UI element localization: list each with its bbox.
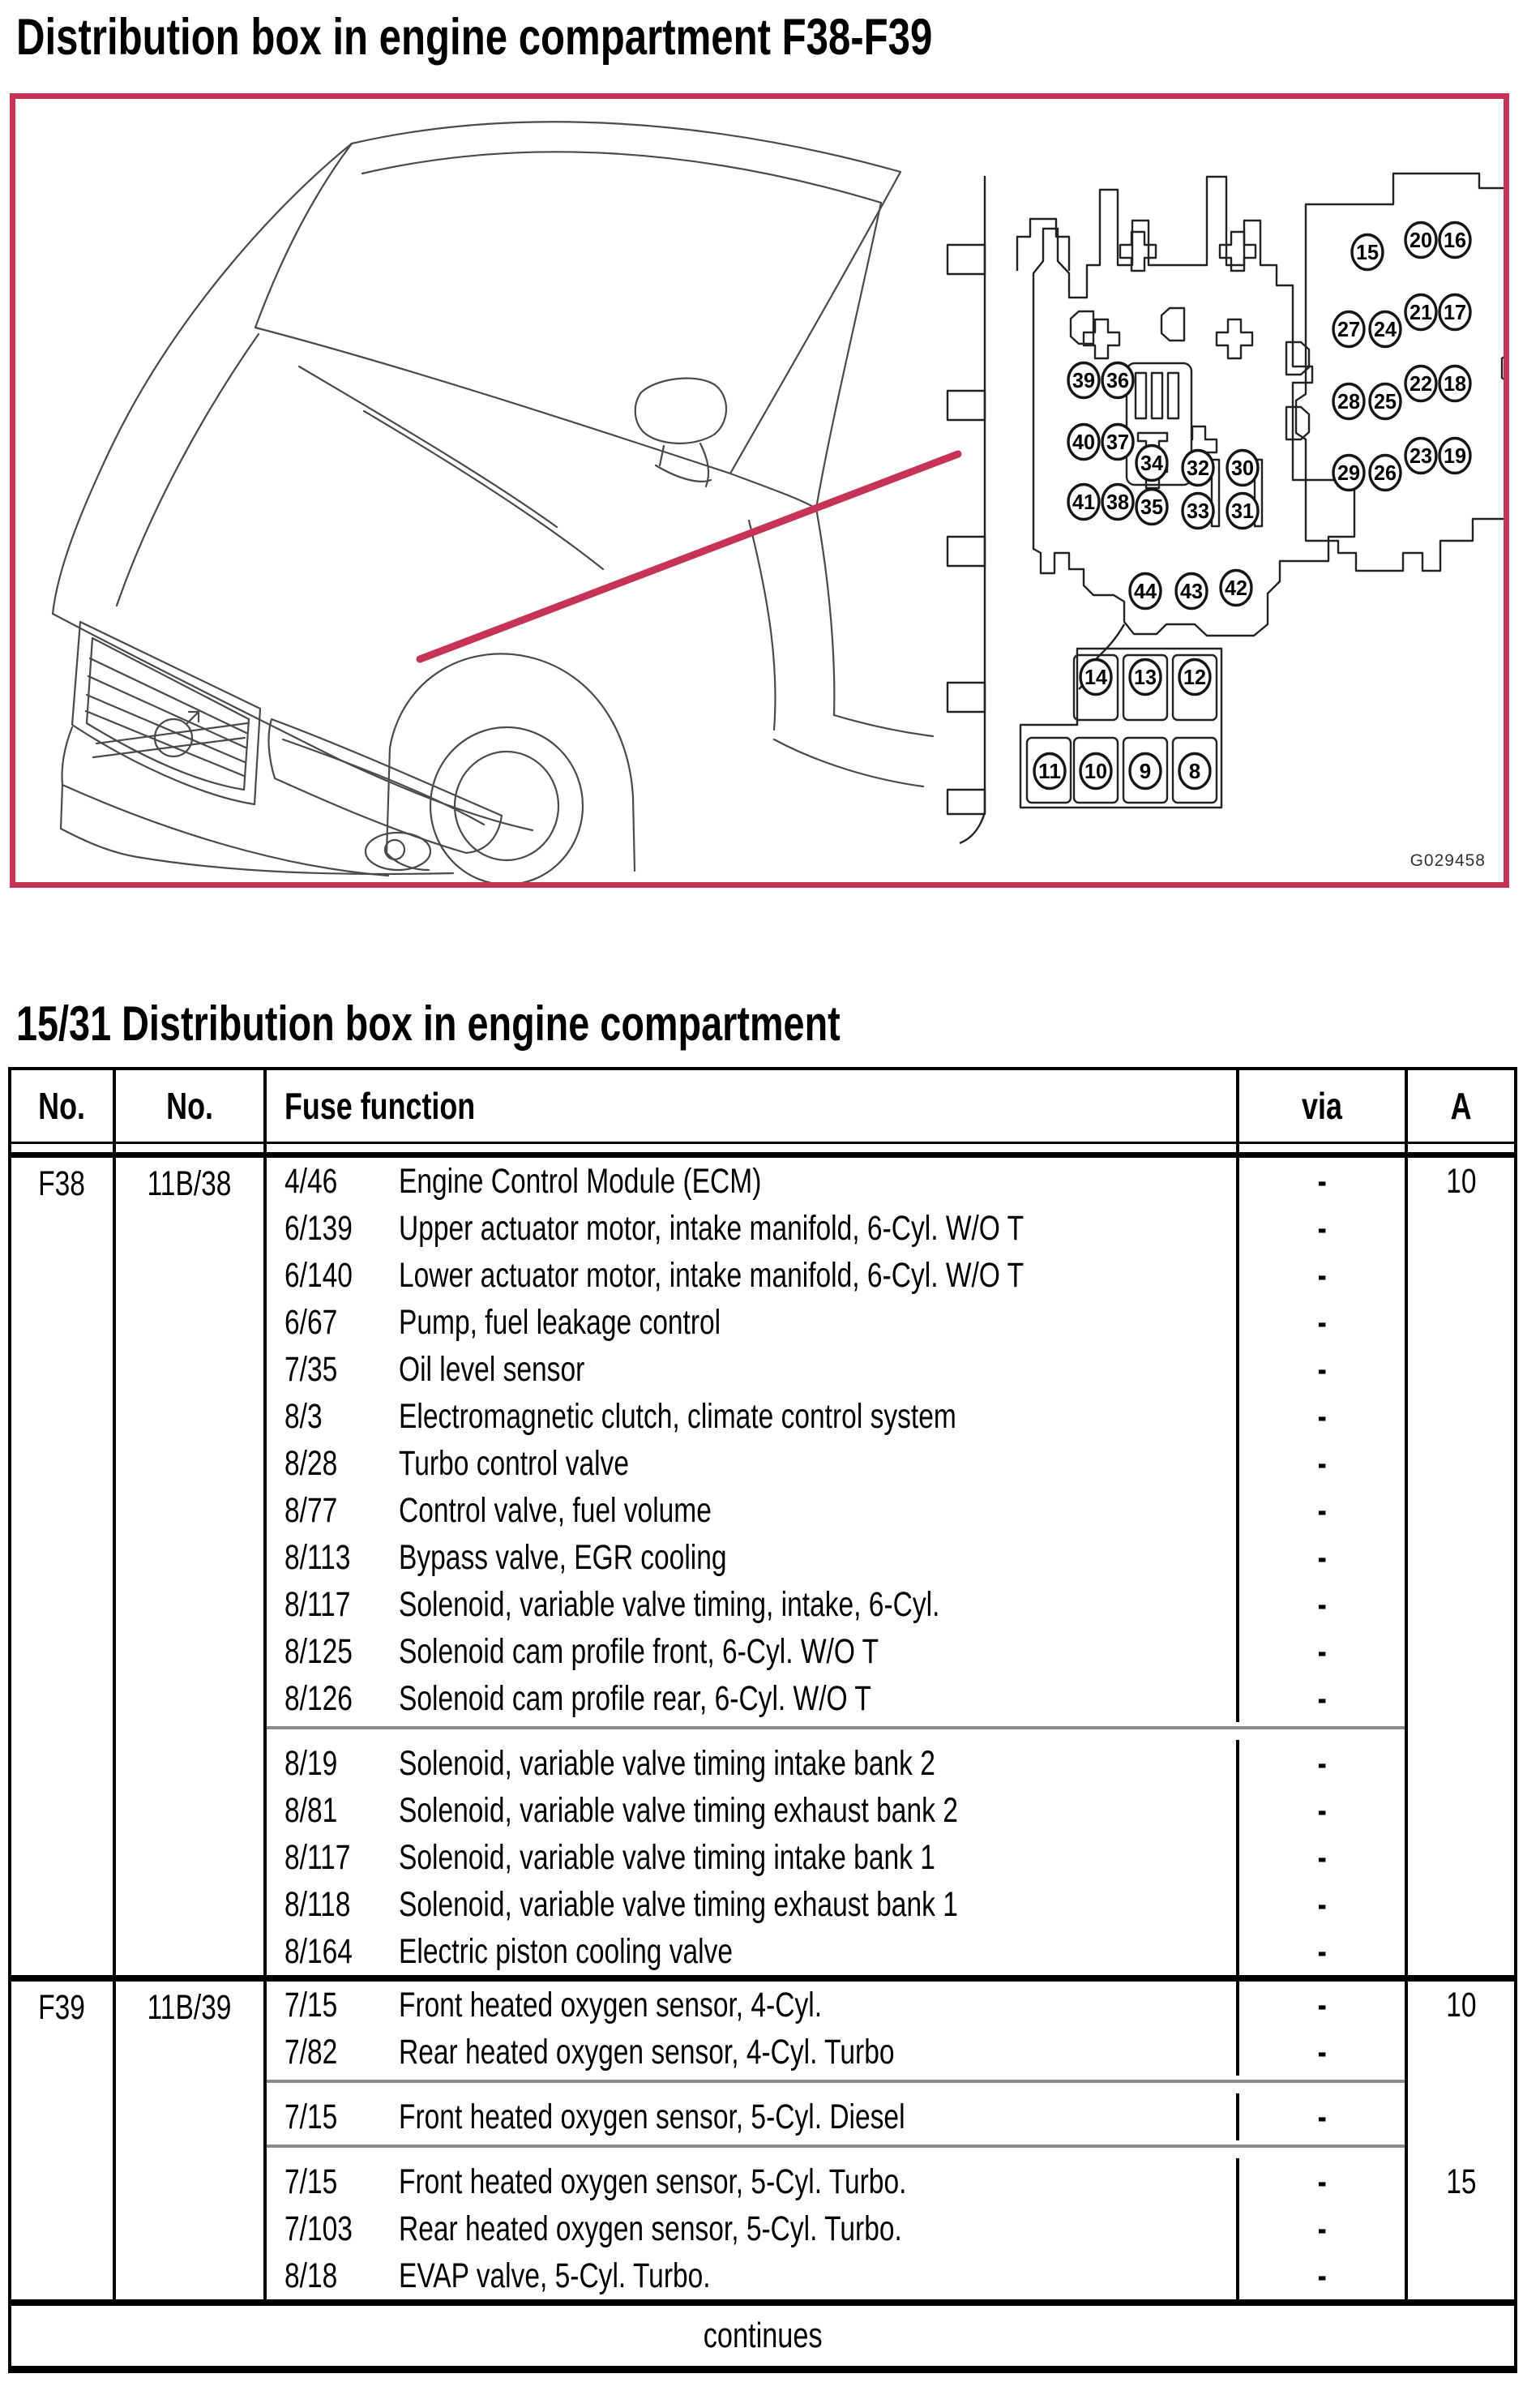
car-drawing — [53, 122, 933, 882]
svg-text:24: 24 — [1374, 317, 1397, 341]
figure-frame — [10, 93, 1509, 888]
svg-text:41: 41 — [1072, 490, 1095, 514]
svg-text:27: 27 — [1337, 317, 1360, 341]
amp-cell — [1408, 1834, 1514, 1881]
fuse-component-id: 7/82 — [284, 2032, 338, 2072]
svg-text:32: 32 — [1187, 456, 1209, 480]
svg-text:13: 13 — [1134, 665, 1157, 689]
fuse-function-cell — [267, 2205, 1239, 2252]
sub-divider-line — [267, 2144, 1405, 2148]
fuse-description: Bypass valve, EGR cooling — [399, 1537, 727, 1577]
header-rule-gap — [11, 1144, 1514, 1152]
amp-cell — [1408, 1787, 1514, 1834]
via-cell: - — [1239, 2029, 1408, 2076]
side-mirror — [635, 379, 726, 486]
svg-text:10: 10 — [1084, 759, 1107, 783]
amp-cell — [1408, 1581, 1514, 1628]
fuse-description: Rear heated oxygen sensor, 5-Cyl. Turbo. — [399, 2209, 902, 2248]
amp-cell — [1408, 2205, 1514, 2252]
fuse-function-cell — [267, 1740, 1239, 1787]
fuse-function-cell — [267, 2252, 1239, 2299]
svg-text:33: 33 — [1187, 499, 1209, 523]
fuse-table — [8, 1067, 1517, 2373]
fuse-component-id: 8/81 — [284, 1790, 338, 1830]
svg-text:37: 37 — [1106, 430, 1129, 454]
via-cell: - — [1239, 2205, 1408, 2252]
svg-text:9: 9 — [1139, 759, 1152, 783]
amp-cell — [1408, 2029, 1514, 2076]
fuse-function-cell — [267, 2158, 1239, 2205]
fuse-description: Turbo control valve — [399, 1443, 629, 1483]
fuse-function-cell — [267, 1487, 1239, 1534]
fuse-description: Lower actuator motor, intake manifold, 6-Cyl. W/O T — [399, 1255, 1025, 1295]
svg-text:17: 17 — [1444, 300, 1466, 324]
fuse-function-cell — [267, 1534, 1239, 1581]
fuse-component-id: 8/164 — [284, 1931, 353, 1971]
group-separator — [11, 1975, 1514, 1982]
page-title — [16, 8, 1191, 66]
fuse-description: Electric piston cooling valve — [399, 1931, 733, 1971]
amp-cell — [1408, 2093, 1514, 2140]
via-cell: - — [1239, 1158, 1408, 1205]
fuse-description: Front heated oxygen sensor, 5-Cyl. Diesel — [399, 2097, 905, 2136]
fuse-component-id: 8/18 — [284, 2256, 338, 2295]
fuse-description: Control valve, fuel volume — [399, 1490, 712, 1530]
fuse-function-cell — [267, 2093, 1239, 2140]
fuse-function-cell — [267, 2029, 1239, 2076]
fuse-description: Pump, fuel leakage control — [399, 1302, 721, 1342]
sub-divider-line — [267, 2080, 1405, 2083]
fuse-component-id: 8/117 — [284, 1837, 351, 1877]
grille — [72, 622, 260, 804]
sub-divider-line — [267, 1726, 1405, 1729]
svg-text:23: 23 — [1410, 443, 1432, 468]
via-cell: - — [1239, 1534, 1408, 1581]
via-cell: - — [1239, 2093, 1408, 2140]
amp-cell: 10 — [1445, 1161, 1477, 1201]
header-amp: A — [1450, 1085, 1472, 1127]
component-no-cell: 11B/38 — [116, 1158, 267, 1975]
amp-cell — [1408, 1487, 1514, 1534]
via-cell: - — [1239, 1834, 1408, 1881]
fuse-function-cell — [267, 1158, 1239, 1205]
sub-divider — [267, 2076, 1408, 2093]
fuse-component-id: 8/19 — [284, 1743, 338, 1783]
via-cell: - — [1239, 1346, 1408, 1393]
svg-text:20: 20 — [1410, 228, 1432, 252]
fuse-function-cell — [267, 1787, 1239, 1834]
fuse-function-cell — [267, 1834, 1239, 1881]
continues-row — [11, 2306, 1514, 2366]
callout-line — [420, 454, 958, 659]
component-no-cell: 11B/39 — [116, 1982, 267, 2299]
fuse-description: Oil level sensor — [399, 1349, 585, 1389]
via-cell: - — [1239, 1675, 1408, 1722]
figure-code: G029458 — [1410, 851, 1486, 870]
fuse-component-id: 6/139 — [284, 1208, 353, 1248]
fuse-description: Rear heated oxygen sensor, 4-Cyl. Turbo — [399, 2032, 895, 2072]
svg-text:29: 29 — [1337, 461, 1360, 485]
fuse-component-id: 8/125 — [284, 1631, 353, 1671]
fuse-group-F38 — [11, 1158, 1514, 1975]
svg-text:30: 30 — [1231, 456, 1254, 480]
svg-text:18: 18 — [1444, 371, 1466, 396]
fuse-component-id: 7/103 — [284, 2209, 353, 2248]
svg-text:44: 44 — [1134, 579, 1157, 603]
via-cell: - — [1239, 1205, 1408, 1252]
front-wheel — [387, 653, 635, 882]
svg-text:40: 40 — [1072, 430, 1095, 454]
fuse-component-id: 7/15 — [284, 2097, 338, 2136]
amp-cell: 15 — [1445, 2162, 1477, 2201]
svg-text:34: 34 — [1140, 451, 1164, 475]
fuse-component-id: 7/15 — [284, 1985, 338, 2025]
amp-cell — [1408, 1628, 1514, 1675]
svg-text:19: 19 — [1444, 443, 1466, 468]
fuse-function-cell — [267, 1928, 1239, 1975]
fuse-group-F39 — [11, 1982, 1514, 2299]
fuse-no-cell: F39 — [11, 1982, 116, 2299]
page-title-text: Distribution box in engine compartment F38-F39 — [16, 9, 933, 66]
header-fuse-function: Fuse function — [267, 1070, 1239, 1142]
figure-illustration — [15, 99, 1504, 882]
amp-cell — [1408, 1534, 1514, 1581]
fuse-description: Solenoid cam profile rear, 6-Cyl. W/O T — [399, 1678, 871, 1718]
svg-text:22: 22 — [1410, 371, 1432, 396]
fuse-description: Front heated oxygen sensor, 5-Cyl. Turbo. — [399, 2162, 907, 2201]
fuse-description: Solenoid, variable valve timing intake bank 2 — [399, 1743, 935, 1783]
fuse-function-cell — [267, 1982, 1239, 2029]
via-cell: - — [1239, 1982, 1408, 2029]
sub-divider-end — [1408, 1722, 1514, 1740]
table-body — [11, 1158, 1514, 2299]
amp-cell — [1408, 1440, 1514, 1487]
fuse-component-id: 7/15 — [284, 2162, 338, 2201]
fuse-component-id: 8/126 — [284, 1678, 353, 1718]
fuse-component-id: 7/35 — [284, 1349, 338, 1389]
header-rule-thick — [11, 1152, 1514, 1158]
via-cell: - — [1239, 1740, 1408, 1787]
via-cell: - — [1239, 1787, 1408, 1834]
amp-cell — [1408, 1881, 1514, 1928]
svg-text:11: 11 — [1038, 759, 1061, 783]
via-cell: - — [1239, 2252, 1408, 2299]
header-via: via — [1239, 1070, 1408, 1142]
via-cell: - — [1239, 1581, 1408, 1628]
fuse-function-cell — [267, 1675, 1239, 1722]
table-header-row — [11, 1070, 1514, 1142]
continues-label: continues — [703, 2316, 823, 2355]
fuse-description: Upper actuator motor, intake manifold, 6-Cyl. W/O T — [399, 1208, 1025, 1248]
amp-cell — [1408, 1393, 1514, 1440]
via-cell: - — [1239, 1440, 1408, 1487]
svg-text:26: 26 — [1374, 461, 1397, 485]
fuse-function-cell — [267, 1205, 1239, 1252]
fuse-description: Electromagnetic clutch, climate control system — [399, 1396, 956, 1436]
via-cell: - — [1239, 1487, 1408, 1534]
fuse-component-id: 8/28 — [284, 1443, 338, 1483]
fuse-function-cell — [267, 1252, 1239, 1299]
fuse-function-cell — [267, 1881, 1239, 1928]
svg-text:14: 14 — [1084, 665, 1108, 689]
fuse-component-id: 8/113 — [284, 1537, 351, 1577]
sub-divider — [267, 1722, 1408, 1740]
svg-text:43: 43 — [1180, 579, 1203, 603]
footer-separator — [11, 2299, 1514, 2306]
fuse-component-id: 8/117 — [284, 1584, 351, 1624]
fuse-description: Solenoid, variable valve timing exhaust bank 2 — [399, 1790, 958, 1830]
fuse-function-cell — [267, 1581, 1239, 1628]
amp-cell — [1408, 1740, 1514, 1787]
sub-divider-end — [1408, 2140, 1514, 2158]
fusebox-diagram — [948, 174, 1504, 843]
via-cell: - — [1239, 1628, 1408, 1675]
fuse-function-cell — [267, 1393, 1239, 1440]
fuse-description: Solenoid cam profile front, 6-Cyl. W/O T — [399, 1631, 879, 1671]
amp-cell — [1408, 1928, 1514, 1975]
fuse-description: Engine Control Module (ECM) — [399, 1161, 762, 1201]
fuse-component-id: 6/67 — [284, 1302, 338, 1342]
sub-divider-end — [1408, 2076, 1514, 2093]
fuse-no-cell: F38 — [11, 1158, 116, 1975]
svg-text:8: 8 — [1188, 759, 1201, 783]
fuse-function-cell — [267, 1440, 1239, 1487]
fuse-function-cell — [267, 1299, 1239, 1346]
svg-text:31: 31 — [1231, 499, 1254, 523]
svg-text:39: 39 — [1072, 368, 1095, 392]
svg-text:25: 25 — [1374, 389, 1397, 413]
via-cell: - — [1239, 1299, 1408, 1346]
fuse-description: Solenoid, variable valve timing exhaust bank 1 — [399, 1884, 958, 1924]
sub-divider — [267, 2140, 1408, 2158]
amp-cell — [1408, 1205, 1514, 1252]
svg-text:42: 42 — [1225, 576, 1247, 600]
svg-text:35: 35 — [1140, 495, 1163, 519]
fuse-component-id: 8/118 — [284, 1884, 351, 1924]
svg-text:12: 12 — [1183, 665, 1206, 689]
svg-text:28: 28 — [1337, 389, 1360, 413]
amp-cell — [1408, 1252, 1514, 1299]
fuse-component-id: 8/3 — [284, 1396, 323, 1436]
svg-text:38: 38 — [1106, 490, 1129, 514]
fuse-description: Solenoid, variable valve timing, intake, 6-Cyl. — [399, 1584, 940, 1624]
fuse-description: Solenoid, variable valve timing intake bank 1 — [399, 1837, 935, 1877]
via-cell: - — [1239, 1928, 1408, 1975]
fuse-function-cell — [267, 1346, 1239, 1393]
fuse-component-id: 8/77 — [284, 1490, 338, 1530]
svg-text:16: 16 — [1444, 228, 1466, 252]
section-heading-text: 15/31 Distribution box in engine compartment — [16, 996, 841, 1051]
via-cell: - — [1239, 1881, 1408, 1928]
via-cell: - — [1239, 1393, 1408, 1440]
svg-text:21: 21 — [1410, 300, 1432, 324]
amp-cell: 10 — [1445, 1985, 1477, 2025]
section-heading — [16, 996, 1073, 1052]
fuse-description: Front heated oxygen sensor, 4-Cyl. — [399, 1985, 823, 2025]
amp-cell — [1408, 1346, 1514, 1393]
header-component-no: No. — [116, 1070, 267, 1142]
via-cell: - — [1239, 2158, 1408, 2205]
amp-cell — [1408, 2252, 1514, 2299]
fuse-function-cell — [267, 1628, 1239, 1675]
fuse-description: EVAP valve, 5-Cyl. Turbo. — [399, 2256, 711, 2295]
via-cell: - — [1239, 1252, 1408, 1299]
fuse-component-id: 6/140 — [284, 1255, 353, 1295]
relaybox-number-badges — [1333, 223, 1470, 491]
header-fuse-no: No. — [11, 1070, 116, 1142]
svg-text:36: 36 — [1106, 368, 1129, 392]
amp-cell — [1408, 1675, 1514, 1722]
fuse-component-id: 4/46 — [284, 1161, 338, 1201]
svg-text:15: 15 — [1356, 240, 1379, 264]
amp-cell — [1408, 1299, 1514, 1346]
